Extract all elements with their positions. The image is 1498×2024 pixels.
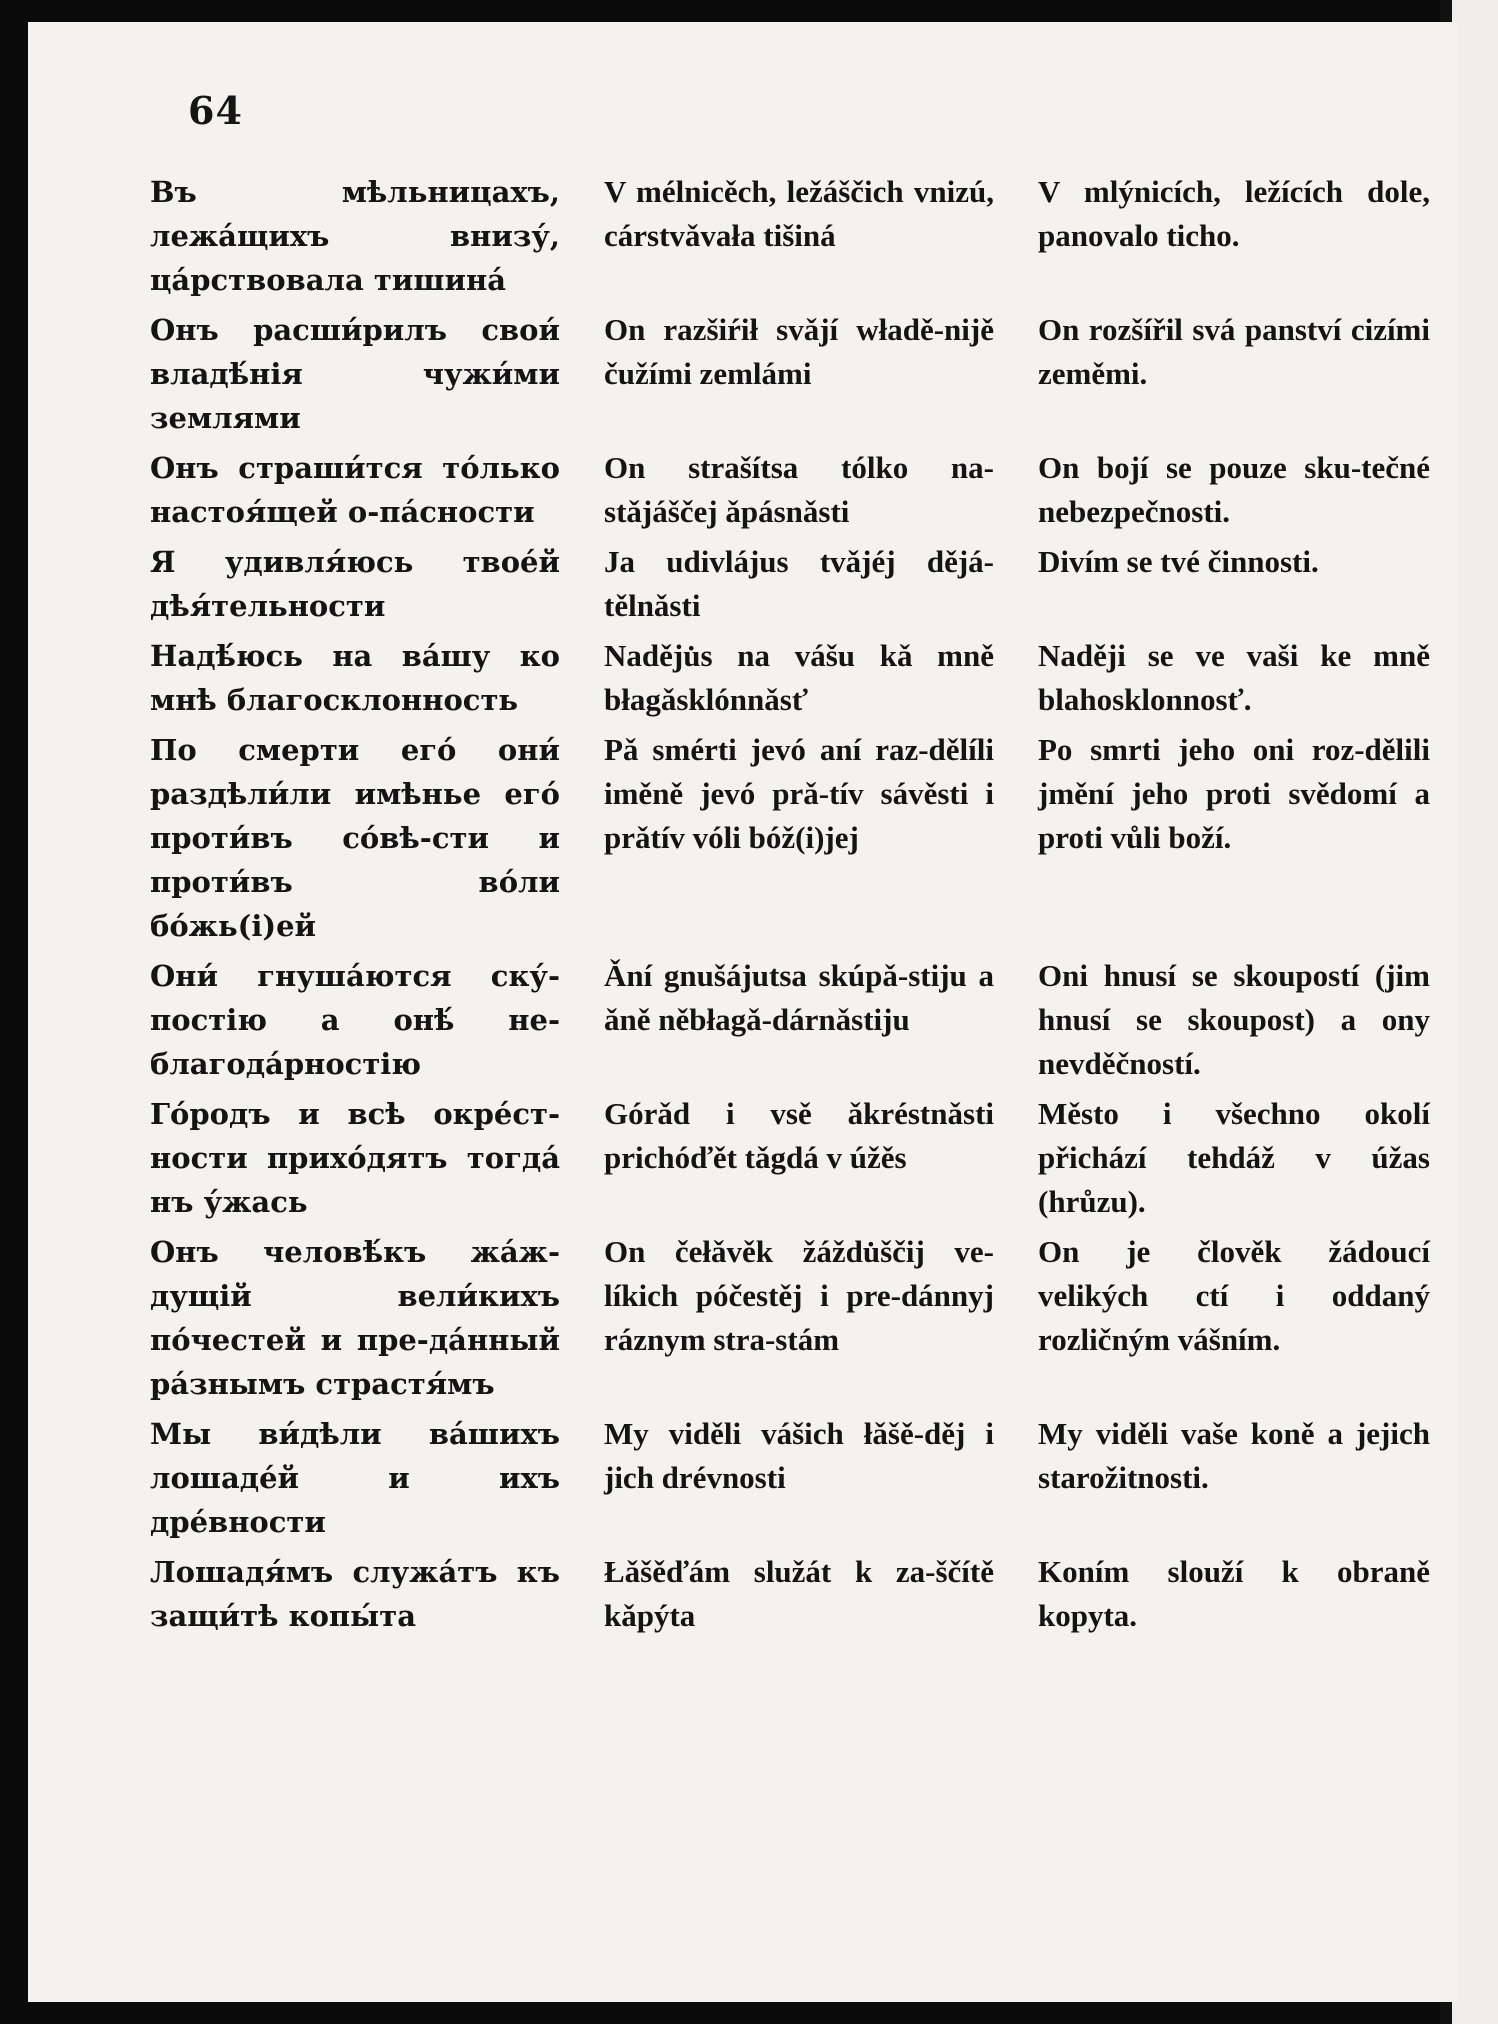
russian-text: Мы ви́дѣли ва́шихъ лошаде́й и ихъ дре́вности: [150, 1417, 560, 1539]
czech-translation: My viděli vaše koně a jejich starožitnosti.: [1038, 1416, 1430, 1495]
table-row: [150, 728, 1430, 948]
rusyn-transcription: Ǎní gnušájutsa skúpǎ-stiju a ǎně něbłagǎ-dárnǎstiju: [604, 958, 994, 1037]
czech-translation: On je člověk žádoucí velikých ctí i oddaný rozličným vášním.: [1038, 1234, 1430, 1357]
table-row: [150, 1412, 1430, 1544]
table-row: [150, 170, 1430, 302]
table-row: [150, 634, 1430, 722]
czech-translation: Po smrti jeho oni roz-dělili jmění jeho proti svědomí a proti vůli boží.: [1038, 732, 1430, 855]
rusyn-transcription: My viděli vášich łǎšě-děj i jich drévnosti: [604, 1416, 994, 1495]
russian-text: Го́родъ и всѣ окре́ст-ности прихо́дятъ тогда́ нъ у́жась: [150, 1097, 560, 1219]
czech-translation: Oni hnusí se skoupostí (jim hnusí se skoupost) a ony nevděčností.: [1038, 958, 1430, 1081]
russian-text: Лошадя́мъ служа́тъ къ защи́тѣ копы́та: [150, 1555, 560, 1633]
table-row: [150, 954, 1430, 1086]
rusyn-transcription: Łǎšěďám služát k za-ščítě kǎpýta: [604, 1554, 994, 1633]
russian-text: Надѣ́юсь на ва́шу ко мнѣ благосклонность: [150, 639, 560, 717]
russian-text: Онъ расши́рилъ свои́ владѣ́нія чужи́ми землями: [150, 313, 560, 435]
russian-text: Я удивля́юсь твое́й дѣя́тельности: [150, 545, 560, 623]
czech-translation: V mlýnicích, ležících dole, panovalo ticho.: [1038, 174, 1430, 253]
rusyn-transcription: On razšiŕił svǎjí władě-nijě čužími zemlámi: [604, 312, 994, 391]
page-number: 64: [188, 88, 243, 133]
czech-translation: Koním slouží k obraně kopyta.: [1038, 1554, 1430, 1633]
russian-text: Они́ гнуша́ются ску́-постію а онѣ́ не-благода́рностію: [150, 959, 560, 1081]
table-row: [150, 1550, 1430, 1638]
rusyn-transcription: Górǎd i vsě ǎkréstnǎsti prichóďět tǎgdá v úžěs: [604, 1096, 994, 1175]
table-row: [150, 1092, 1430, 1224]
rusyn-transcription: On čełǎvěk žáždu̇ščij ve-líkich póčestěj i pre-dánnyj ráznym stra-stám: [604, 1234, 994, 1357]
russian-text: Онъ страши́тся то́лько настоя́щей о-па́сности: [150, 451, 560, 529]
table-row: [150, 446, 1430, 534]
czech-translation: On bojí se pouze sku-tečné nebezpečnosti.: [1038, 450, 1430, 529]
czech-translation: Naději se ve vaši ke mně blahosklonnosť.: [1038, 638, 1430, 717]
russian-text: Въ мѣльницахъ, лежа́щихъ внизу́, ца́рствовала тишина́: [150, 175, 560, 297]
table-row: [150, 1230, 1430, 1406]
czech-translation: Město i všechno okolí přichází tehdáž v úžas (hrůzu).: [1038, 1096, 1430, 1219]
table-row: [150, 540, 1430, 628]
rusyn-transcription: On strašítsa tólko na-stǎjáščej ǎpásnǎsti: [604, 450, 994, 529]
rusyn-transcription: Pǎ smérti jevó aní raz-dělíli iměně jevó prǎ-tív sávěsti i prǎtív vóli bóž(i)jej: [604, 732, 994, 855]
czech-translation: Divím se tvé činnosti.: [1038, 544, 1319, 579]
rusyn-transcription: Ja udivlájus tvǎjéj dějá-tělnǎsti: [604, 544, 994, 623]
russian-text: Онъ человѣ́къ жа́ж-дущій вели́кихъ по́честей и пре-да́нный ра́знымъ страстя́мъ: [150, 1235, 560, 1401]
czech-translation: On rozšířil svá panství cizími zeměmi.: [1038, 312, 1430, 391]
table-row: [150, 308, 1430, 440]
rusyn-transcription: Naděju̇s na vášu kǎ mně błagǎsklónnǎsť: [604, 638, 994, 717]
rusyn-transcription: V mélnicěch, ležáščich vnizú, cárstvǎvała tišiná: [604, 174, 994, 253]
adjacent-page-edge: [1452, 0, 1498, 2024]
trilingual-table: [150, 170, 1430, 1644]
russian-text: По смерти его́ они́ раздѣли́ли имѣнье его́ проти́въ со́вѣ-сти и проти́въ во́ли бо́жь(і)ей: [150, 733, 560, 943]
